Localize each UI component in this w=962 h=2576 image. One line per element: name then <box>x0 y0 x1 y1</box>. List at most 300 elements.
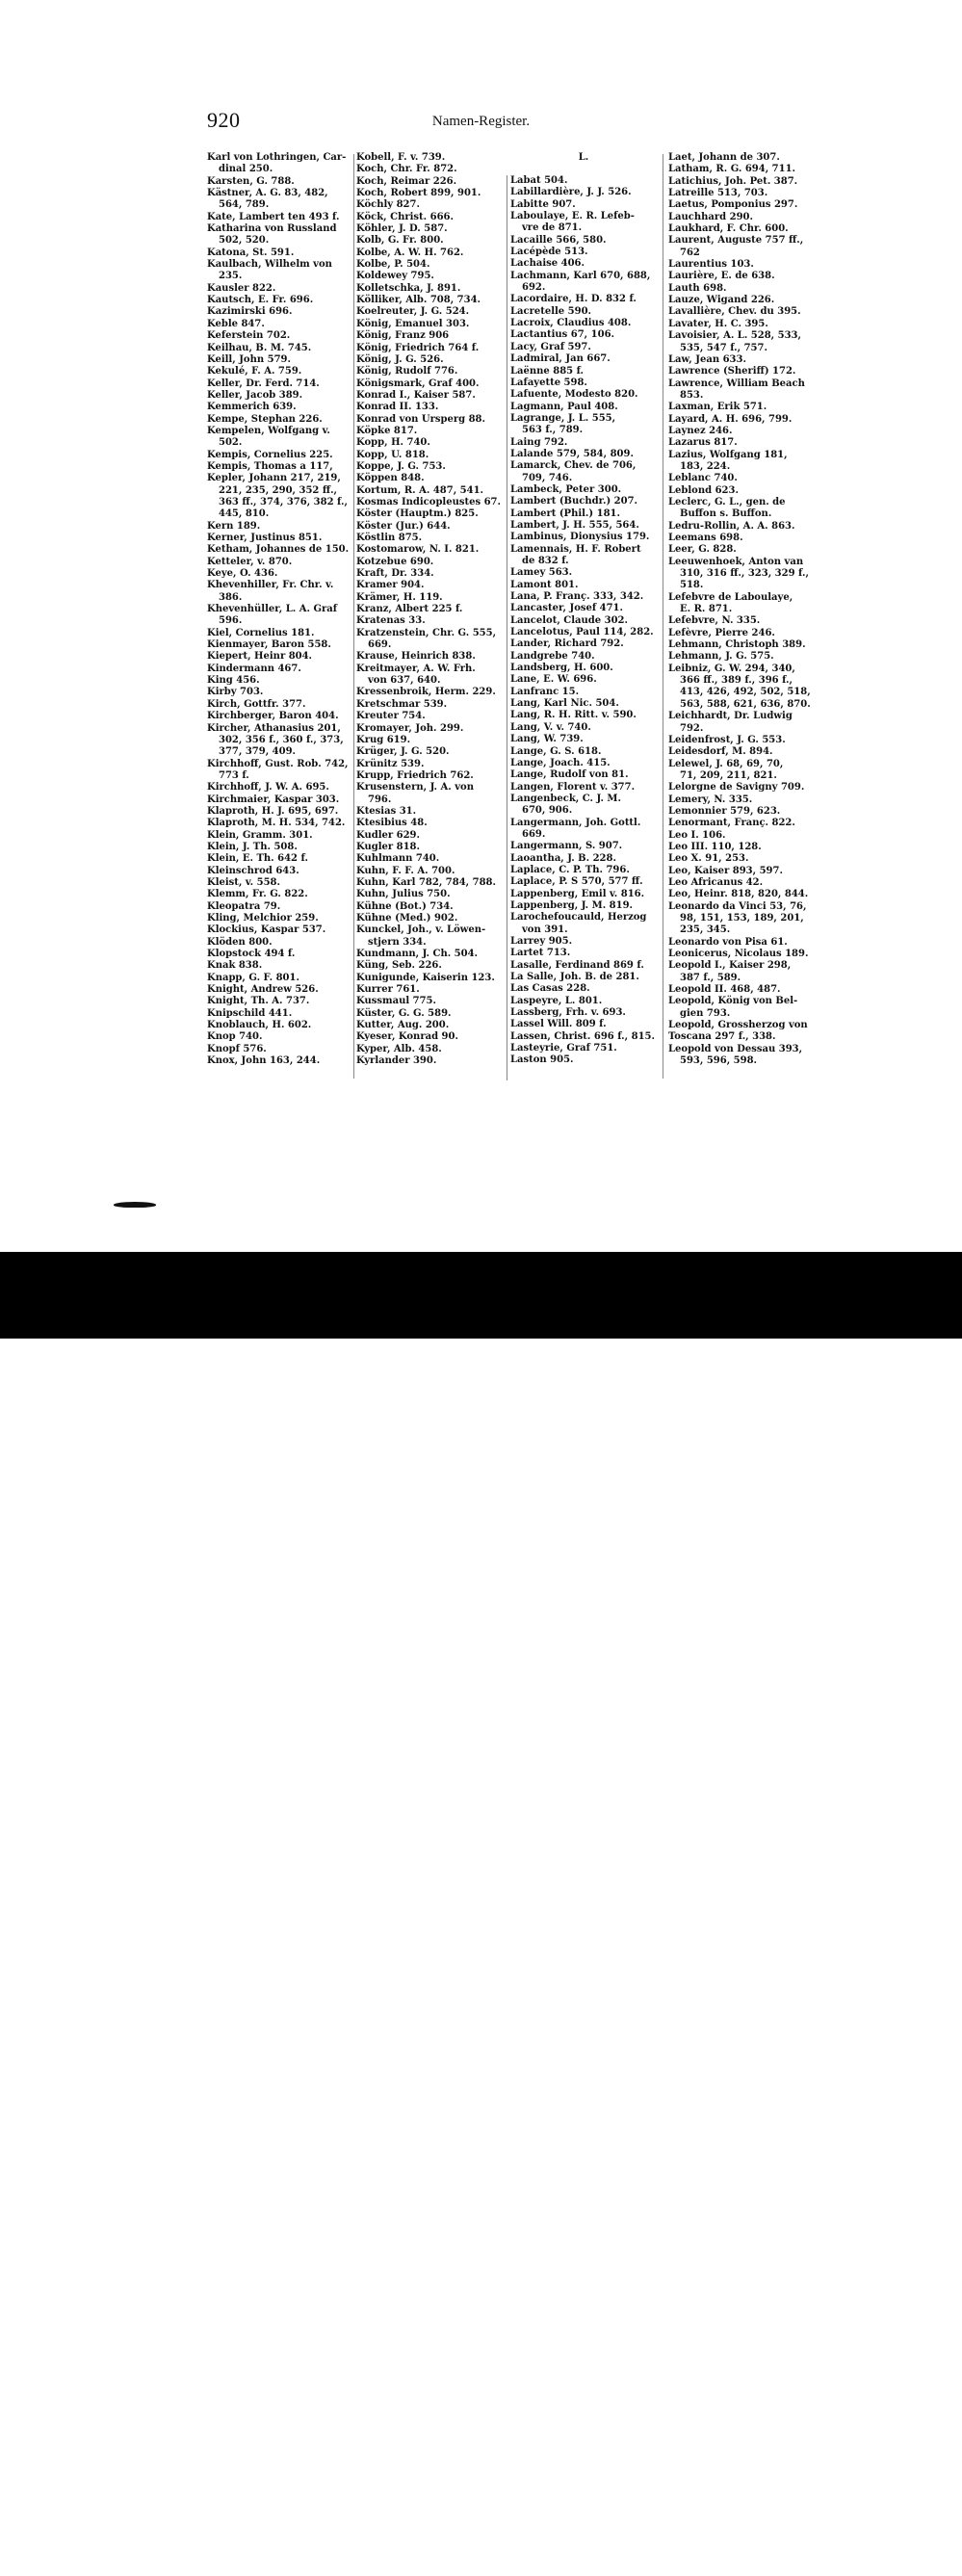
index-entry: Krupp, Friedrich 762. <box>356 769 474 781</box>
index-entry: Lacordaire, H. D. 832 f. <box>510 294 637 305</box>
index-entry: Lenormant, Franç. 822. <box>668 818 795 829</box>
index-entry: Toscana 297 f., 338. <box>668 1031 776 1043</box>
index-entry: Keill, John 579. <box>207 353 291 365</box>
index-entry: 221, 235, 290, 352 ff., <box>219 484 338 496</box>
index-entry: Krünitz 539. <box>356 758 425 769</box>
index-entry: Laënne 885 f. <box>510 365 585 377</box>
watermark-site: www.alamy.com <box>781 2551 933 2575</box>
index-entry: Kircher, Athanasius 201, <box>207 722 341 734</box>
index-entry: Knipschild 441. <box>207 1007 293 1019</box>
index-entry: Lelorgne de Savigny 709. <box>668 782 805 794</box>
index-entry: Ktesibius 48. <box>356 818 428 829</box>
index-column-4 <box>668 152 815 1067</box>
index-entry: Lamarck, Chev. de 706, <box>510 460 637 472</box>
index-entry: Lange, G. S. 618. <box>510 745 602 757</box>
index-entry: 413, 426, 492, 502, 518, <box>680 687 811 698</box>
index-entry: Lane, E. W. 696. <box>510 674 597 686</box>
index-entry: 363 ff., 374, 376, 382 f., <box>219 496 348 507</box>
index-entry: Koch, Reimar 226. <box>356 175 457 187</box>
index-entry: Lambeck, Peter 300. <box>510 483 622 495</box>
index-entry: Köster (Jur.) 644. <box>356 520 451 532</box>
index-entry: King 456. <box>207 675 260 687</box>
index-entry: Kirby 703. <box>207 687 264 698</box>
index-entry: Labat 504. <box>510 175 568 186</box>
index-entry: Lacretelle 590. <box>510 305 592 317</box>
index-entry: Kugler 818. <box>356 841 421 852</box>
index-column-1 <box>207 152 353 1067</box>
index-entry: Köstlin 875. <box>356 533 423 543</box>
index-entry: Kepler, Johann 217, 219, <box>207 473 341 484</box>
index-entry: Kolletschka, J. 891. <box>356 282 461 294</box>
index-entry: Labillardière, J. J. 526. <box>510 187 632 198</box>
watermark-footer <box>0 1252 962 2575</box>
index-entry: Kate, Lambert ten 493 f. <box>207 211 340 222</box>
index-entry: Lacaille 566, 580. <box>510 234 607 246</box>
index-entry: Lacépède 513. <box>510 247 588 258</box>
index-entry: Lalande 579, 584, 809. <box>510 448 634 459</box>
index-entry: Lancaster, Josef 471. <box>510 603 623 614</box>
index-entry: Layard, A. H. 696, 799. <box>668 413 793 425</box>
index-entry: Koldewey 795. <box>356 271 434 282</box>
index-entry: Leibniz, G. W. 294, 340, <box>668 663 795 674</box>
index-entry: Lazius, Wolfgang 181, <box>668 449 788 460</box>
index-entry: 762 <box>680 247 700 258</box>
index-entry: Leonardo von Pisa 61. <box>668 936 788 948</box>
index-entry: Lana, P. Franç. 333, 342. <box>510 591 644 603</box>
index-entry: Kerner, Justinus 851. <box>207 533 323 543</box>
index-entry: 535, 547 f., 757. <box>680 342 767 353</box>
index-entry: Konrad II. 133. <box>356 402 439 413</box>
index-entry: 310, 316 ff., 323, 329 f., <box>680 568 809 580</box>
index-entry: Kraft, Dr. 334. <box>356 568 434 580</box>
index-entry: Lambert, J. H. 555, 564. <box>510 519 639 531</box>
index-entry: Koch, Chr. Fr. 872. <box>356 164 457 175</box>
index-entry: Kling, Melchior 259. <box>207 913 319 924</box>
index-entry: Knox, John 163, 244. <box>207 1055 321 1067</box>
index-entry: Köchly 827. <box>356 199 420 211</box>
index-entry: Laplace, C. P. Th. 796. <box>510 864 630 875</box>
index-entry: Lavallière, Chev. du 395. <box>668 306 801 318</box>
index-entry: Kyrlander 390. <box>356 1055 437 1067</box>
index-entry: Klein, J. Th. 508. <box>207 841 298 852</box>
index-entry: de 832 f. <box>522 556 569 566</box>
index-entry: Lefèvre, Pierre 246. <box>668 627 775 638</box>
index-entry: Lawrence, William Beach <box>668 377 805 389</box>
index-entry: Ledru-Rollin, A. A. 863. <box>668 520 795 532</box>
index-entry: Lappenberg, Emil v. 816. <box>510 888 645 899</box>
index-entry: Kurrer 761. <box>356 984 420 996</box>
index-entry: Lancelotus, Paul 114, 282. <box>510 627 654 638</box>
index-entry: Kuhn, Karl 782, 784, 788. <box>356 876 496 888</box>
index-entry: Köck, Christ. 666. <box>356 211 454 222</box>
index-entry: Kiepert, Heinr 804. <box>207 651 313 663</box>
index-entry: Leonicerus, Nicolaus 189. <box>668 949 809 960</box>
index-entry: 366 ff., 389 f., 396 f., <box>680 675 793 687</box>
index-entry: Labitte 907. <box>510 198 576 210</box>
index-entry: Klein, Gramm. 301. <box>207 829 313 841</box>
index-entry: Kühne (Bot.) 734. <box>356 900 454 912</box>
index-entry: Klein, E. Th. 642 f. <box>207 853 308 865</box>
index-entry: Kästner, A. G. 83, 482, <box>207 188 328 199</box>
index-entry: Kussmaul 775. <box>356 996 436 1007</box>
index-entry: Lachaise 406. <box>510 258 585 270</box>
index-entry: Kolbe, A. W. H. 762. <box>356 247 464 258</box>
index-entry: Klockius, Kaspar 537. <box>207 924 326 936</box>
index-entry: Lelewel, J. 68, 69, 70, <box>668 758 784 769</box>
index-entry: Konrad I., Kaiser 587. <box>356 389 476 401</box>
index-entry: 386. <box>219 591 243 603</box>
index-entry: Kranz, Albert 225 f. <box>356 604 463 615</box>
index-entry: Kemmerich 639. <box>207 402 297 413</box>
index-entry: Kratenas 33. <box>356 615 426 627</box>
index-entry: Lazarus 817. <box>668 437 738 449</box>
index-entry: Kautsch, E. Fr. 696. <box>207 295 314 306</box>
index-entry: Knoblauch, H. 602. <box>207 1020 312 1031</box>
index-entry: 502. <box>219 437 243 449</box>
index-entry: Kleist, v. 558. <box>207 876 280 888</box>
index-entry: Kirchberger, Baron 404. <box>207 711 339 722</box>
index-entry: Lehmann, Christoph 389. <box>668 639 806 651</box>
index-entry: Küster, G. G. 589. <box>356 1007 452 1019</box>
index-entry: vre de 871. <box>522 222 583 234</box>
scanned-page <box>0 0 962 1252</box>
index-entry: Klemm, Fr. G. 822. <box>207 889 308 900</box>
index-entry: Lancelot, Claude 302. <box>510 614 628 626</box>
index-entry: 377, 379, 409. <box>219 746 297 758</box>
index-entry: Leopold von Dessau 393, <box>668 1043 803 1054</box>
index-entry: König, Friedrich 764 f. <box>356 342 480 353</box>
index-entry: Leemans 698. <box>668 533 743 543</box>
index-entry: Lambert (Phil.) 181. <box>510 507 620 519</box>
index-entry: Koch, Robert 899, 901. <box>356 188 481 199</box>
index-entry: Kuhlmann 740. <box>356 853 440 865</box>
index-entry: Lavoisier, A. L. 528, 533, <box>668 330 801 342</box>
index-entry: von 637, 640. <box>368 675 441 687</box>
index-entry: Laston 905. <box>510 1054 574 1066</box>
index-entry: Lafayette 598. <box>510 377 587 388</box>
index-entry: Landsberg, H. 600. <box>510 663 613 674</box>
index-entry: König, J. G. 526. <box>356 353 444 365</box>
index-entry: Klaproth, M. H. 534, 742. <box>207 818 346 829</box>
index-entry: Leonardo da Vinci 53, 76, <box>668 900 807 912</box>
index-entry: E. R. 871. <box>680 604 733 615</box>
index-entry: 445, 810. <box>219 508 270 520</box>
index-entry: Laoantha, J. B. 228. <box>510 852 616 864</box>
index-entry: Kostomarow, N. I. 821. <box>356 544 480 556</box>
index-entry: Karsten, G. 788. <box>207 175 295 187</box>
index-entry: 71, 209, 211, 821. <box>680 769 777 781</box>
index-entry: Kopp, H. 740. <box>356 437 430 449</box>
index-entry: Lander, Richard 792. <box>510 638 624 650</box>
index-entry: Kuhn, Julius 750. <box>356 889 451 900</box>
index-entry: Lemonnier 579, 623. <box>668 805 781 817</box>
index-entry: 98, 151, 153, 189, 201, <box>680 913 804 924</box>
index-entry: Lafuente, Modesto 820. <box>510 389 638 401</box>
index-entry: Lagmann, Paul 408. <box>510 401 618 412</box>
index-entry: Leopold I., Kaiser 298, <box>668 960 792 972</box>
index-entry: Khevenhüller, L. A. Graf <box>207 604 338 615</box>
index-entry: Lachmann, Karl 670, 688, <box>510 270 651 281</box>
index-entry: 796. <box>368 794 392 805</box>
index-entry: Lasalle, Ferdinand 869 f. <box>510 959 644 971</box>
index-entry: Larrey 905. <box>510 936 573 947</box>
index-entry: 502, 520. <box>219 235 270 247</box>
index-entry: Lambinus, Dionysius 179. <box>510 532 650 543</box>
index-entry: 518. <box>680 580 704 591</box>
index-entry: Khevenhiller, Fr. Chr. v. <box>207 580 334 591</box>
index-entry: Leopold, Grossherzog von <box>668 1020 808 1031</box>
index-entry: Köhler, J. D. 587. <box>356 223 448 235</box>
index-entry: Larochefoucauld, Herzog <box>510 912 647 924</box>
index-entry: Kiel, Cornelius 181. <box>207 627 315 638</box>
index-entry: Laurentius 103. <box>668 259 754 271</box>
index-entry: Langenbeck, C. J. M. <box>510 793 621 804</box>
index-entry: Lagrange, J. L. 555, <box>510 412 616 424</box>
index-entry: Kressenbroik, Herm. 229. <box>356 687 496 698</box>
index-entry: La Salle, Joh. B. de 281. <box>510 972 639 983</box>
index-entry: 669. <box>522 828 546 840</box>
index-entry: König, Emanuel 303. <box>356 318 470 329</box>
index-entry: Kunigunde, Kaiserin 123. <box>356 972 495 983</box>
index-entry: Keilhau, B. M. 745. <box>207 342 312 353</box>
index-entry: Lamennais, H. F. Robert <box>510 543 641 555</box>
index-entry: Kienmayer, Baron 558. <box>207 639 331 651</box>
index-entry: Lange, Rudolf von 81. <box>510 769 629 781</box>
index-entry: Lassen, Christ. 696 f., 815. <box>510 1030 655 1042</box>
index-entry: Lambert (Buchdr.) 207. <box>510 496 638 507</box>
index-entry: Krusenstern, J. A. von <box>356 782 474 794</box>
index-entry: Lanfranc 15. <box>510 686 580 697</box>
index-entry: Knopf 576. <box>207 1043 267 1054</box>
index-entry: Kirchhoff, Gust. Rob. 742, <box>207 758 349 769</box>
running-head: Namen-Register. <box>431 114 531 129</box>
index-entry: Laynez 246. <box>668 425 733 436</box>
index-entry: Klopstock 494 f. <box>207 949 296 960</box>
index-entry: Laplace, P. S 570, 577 ff. <box>510 876 643 888</box>
index-entry: Knapp, G. F. 801. <box>207 972 299 983</box>
index-entry: Lacroix, Claudius 408. <box>510 318 632 329</box>
index-entry: Latham, R. G. 694, 711. <box>668 164 796 175</box>
index-entry: Köster (Hauptm.) 825. <box>356 508 479 520</box>
index-entry: Kreuter 754. <box>356 711 426 722</box>
index-entry: Lawrence (Sheriff) 172. <box>668 366 796 377</box>
index-entry: gien 793. <box>680 1007 731 1019</box>
index-entry: 302, 356 f., 360 f., 373, <box>219 734 344 745</box>
index-entry: Kempe, Stephan 226. <box>207 413 323 425</box>
index-entry: Leblond 623. <box>668 484 739 496</box>
index-entry: Ktesias 31. <box>356 805 417 817</box>
index-entry: Küng, Seb. 226. <box>356 960 442 972</box>
index-entry: Lang, R. H. Ritt. v. 590. <box>510 710 637 721</box>
index-entry: Lang, Karl Nic. 504. <box>510 698 619 710</box>
index-entry: Leichhardt, Dr. Ludwig <box>668 711 793 722</box>
index-entry: Leo Africanus 42. <box>668 876 764 888</box>
index-entry: Kazimirski 696. <box>207 306 293 318</box>
index-entry: Kutter, Aug. 200. <box>356 1020 450 1031</box>
index-entry: Kunckel, Joh., v. Löwen- <box>356 924 486 936</box>
index-entry: Lange, Joach. 415. <box>510 757 611 768</box>
index-entry: Lamont 801. <box>510 579 579 590</box>
index-entry: Law, Jean 633. <box>668 353 746 365</box>
index-entry: Kempelen, Wolfgang v. <box>207 425 330 436</box>
index-entry: Laboulaye, E. R. Lefeb- <box>510 211 635 222</box>
index-entry: Kolbe, P. 504. <box>356 259 430 271</box>
index-entry: Katharina von Russland <box>207 223 337 235</box>
index-entry: 596. <box>219 615 243 627</box>
index-entry: Kempis, Thomas a 117, <box>207 460 333 472</box>
index-entry: Kirchhoff, J. W. A. 695. <box>207 782 329 794</box>
index-entry: Laxman, Erik 571. <box>668 402 767 413</box>
index-entry: Köppen 848. <box>356 473 425 484</box>
index-entry: Kekulé, F. A. 759. <box>207 366 302 377</box>
index-entry: Katona, St. 591. <box>207 247 295 258</box>
index-entry: Ketteler, v. 870. <box>207 556 293 567</box>
index-entry: Kirch, Gottfr. 377. <box>207 698 306 710</box>
index-entry: Leopold, König von Bel- <box>668 996 798 1007</box>
index-entry: Lavater, H. C. 395. <box>668 318 768 329</box>
index-entry: Krug 619. <box>356 734 411 745</box>
index-entry: Buffon s. Buffon. <box>680 508 772 520</box>
index-entry: Lamey 563. <box>510 567 573 579</box>
index-entry: Kyper, Alb. 458. <box>356 1043 442 1054</box>
index-entry: Laukhard, F. Chr. 600. <box>668 223 789 235</box>
index-entry: 563, 588, 621, 636, 870. <box>680 698 811 710</box>
index-entry: Kosmas Indicopleustes 67. <box>356 496 501 507</box>
index-entry: Kundmann, J. Ch. 504. <box>356 949 479 960</box>
index-entry: Kleopatra 79. <box>207 900 281 912</box>
index-entry: Latichius, Joh. Pet. 387. <box>668 175 798 187</box>
index-entry: Klöden 800. <box>207 936 273 948</box>
index-entry: Kühne (Med.) 902. <box>356 913 458 924</box>
index-entry: Leidesdorf, M. 894. <box>668 746 773 758</box>
index-entry: Kratzenstein, Chr. G. 555, <box>356 627 497 638</box>
index-entry: Kudler 629. <box>356 829 421 841</box>
index-entry: Karl von Lothringen, Car- <box>207 152 347 163</box>
index-entry: Knight, Th. A. 737. <box>207 996 310 1007</box>
index-entry: Lactantius 67, 106. <box>510 329 615 341</box>
index-entry: Koelreuter, J. G. 524. <box>356 306 470 318</box>
index-entry: Kopp, U. 818. <box>356 449 429 460</box>
index-entry: Köpke 817. <box>356 425 418 436</box>
index-entry: 692. <box>522 282 546 294</box>
index-entry: Langermann, Joh. Gottl. <box>510 817 641 828</box>
index-entry: Ladmiral, Jan 667. <box>510 353 611 365</box>
index-entry: 853. <box>680 389 704 401</box>
index-entry: Leeuwenhoek, Anton van <box>668 556 804 567</box>
index-entry: Kobell, F. v. 739. <box>356 152 446 163</box>
index-entry: Kleinschrod 643. <box>207 865 299 876</box>
index-entry: Laurent, Auguste 757 ff., <box>668 235 804 247</box>
index-entry: 773 f. <box>219 769 249 781</box>
index-entry: Kortum, R. A. 487, 541. <box>356 484 484 496</box>
index-column-2 <box>356 152 501 1067</box>
index-entry: Kromayer, Joh. 299. <box>356 722 464 734</box>
index-entry: Keller, Jacob 389. <box>207 389 303 401</box>
index-entry: von 391. <box>522 924 568 935</box>
index-entry: Kretschmar 539. <box>356 698 448 710</box>
index-entry: Langen, Florent v. 377. <box>510 781 636 793</box>
index-entry: 387 f., 589. <box>680 972 741 983</box>
index-entry: Kreitmayer, A. W. Frh. <box>356 663 476 674</box>
index-entry: 235, 345. <box>680 924 731 936</box>
page-number: 920 <box>207 108 241 132</box>
index-entry: 670, 906. <box>522 805 573 817</box>
column-rule <box>353 154 354 1079</box>
index-entry: 564, 789. <box>219 199 270 211</box>
index-entry: Leclerc, G. L., gen. de <box>668 496 786 507</box>
index-entry: Lassberg, Frh. v. 693. <box>510 1007 626 1019</box>
index-entry: Knak 838. <box>207 960 263 972</box>
index-entry: Leer, G. 828. <box>668 544 737 556</box>
index-entry: Krämer, H. 119. <box>356 591 443 603</box>
index-entry: Leopold II. 468, 487. <box>668 984 781 996</box>
index-entry: 709, 746. <box>522 472 573 483</box>
index-entry: Kausler 822. <box>207 282 276 294</box>
index-entry: Laspeyre, L. 801. <box>510 995 603 1006</box>
ink-smudge <box>114 1202 156 1208</box>
index-entry: Laetus, Pomponius 297. <box>668 199 798 211</box>
index-entry: Königsmark, Graf 400. <box>356 377 480 389</box>
index-entry: Konrad von Ursperg 88. <box>356 413 485 425</box>
index-entry: Lefebvre, N. 335. <box>668 615 761 627</box>
index-entry: 593, 596, 598. <box>680 1055 758 1067</box>
index-entry: Keble 847. <box>207 318 265 329</box>
watermark-image-id: 2BKY44Y <box>841 2521 933 2545</box>
index-entry: Lang, V. v. 740. <box>510 721 591 733</box>
index-entry: 669. <box>368 639 392 651</box>
index-entry: Kirchmaier, Kaspar 303. <box>207 794 340 805</box>
index-entry: Kolb, G. Fr. 800. <box>356 235 444 247</box>
index-entry: Kotzebue 690. <box>356 556 434 567</box>
index-entry: Latreille 513, 703. <box>668 188 768 199</box>
index-entry: Lassel Will. 809 f. <box>510 1019 607 1030</box>
index-entry: Kramer 904. <box>356 580 425 591</box>
index-entry: Leo, Heinr. 818, 820, 844. <box>668 889 809 900</box>
index-entry: dinal 250. <box>219 164 273 175</box>
index-entry: Kölliker, Alb. 708, 734. <box>356 295 481 306</box>
index-entry: König, Franz 906 <box>356 330 450 342</box>
index-entry: 792. <box>680 722 704 734</box>
index-entry: Kempis, Cornelius 225. <box>207 449 333 460</box>
index-entry: Knight, Andrew 526. <box>207 984 319 996</box>
index-entry: Koppe, J. G. 753. <box>356 460 446 472</box>
index-entry: Ketham, Johannes de 150. <box>207 544 350 556</box>
index-entry: Lasteyrie, Graf 751. <box>510 1043 617 1054</box>
index-entry: 183, 224. <box>680 460 731 472</box>
index-entry: Landgrebe 740. <box>510 650 595 662</box>
index-entry: Lang, W. 739. <box>510 734 584 745</box>
index-entry: Laurière, E. de 638. <box>668 271 775 282</box>
index-entry: Keye, O. 436. <box>207 568 278 580</box>
index-entry: Lehmann, J. G. 575. <box>668 651 774 663</box>
index-entry: Las Casas 228. <box>510 983 590 995</box>
index-entry: Kyeser, Konrad 90. <box>356 1031 458 1043</box>
index-entry: 563 f., 789. <box>522 425 584 436</box>
index-entry: Klaproth, H. J. 695, 697. <box>207 805 339 817</box>
index-entry: Kaulbach, Wilhelm von <box>207 259 332 271</box>
index-entry: Leo, Kaiser 893, 597. <box>668 865 783 876</box>
index-column-3 <box>510 152 657 1067</box>
index-entry: König, Rudolf 776. <box>356 366 458 377</box>
index-entry: Kuhn, F. F. A. 700. <box>356 865 455 876</box>
index-entry: Leidenfrost, J. G. 553. <box>668 734 786 745</box>
index-entry: Lartet 713. <box>510 948 571 959</box>
index-entry: Leo III. 110, 128. <box>668 841 762 852</box>
index-entry: Laet, Johann de 307. <box>668 152 780 163</box>
index-entry: Knop 740. <box>207 1031 263 1043</box>
index-entry: Lacy, Graf 597. <box>510 341 591 352</box>
index-entry: Kern 189. <box>207 520 261 532</box>
